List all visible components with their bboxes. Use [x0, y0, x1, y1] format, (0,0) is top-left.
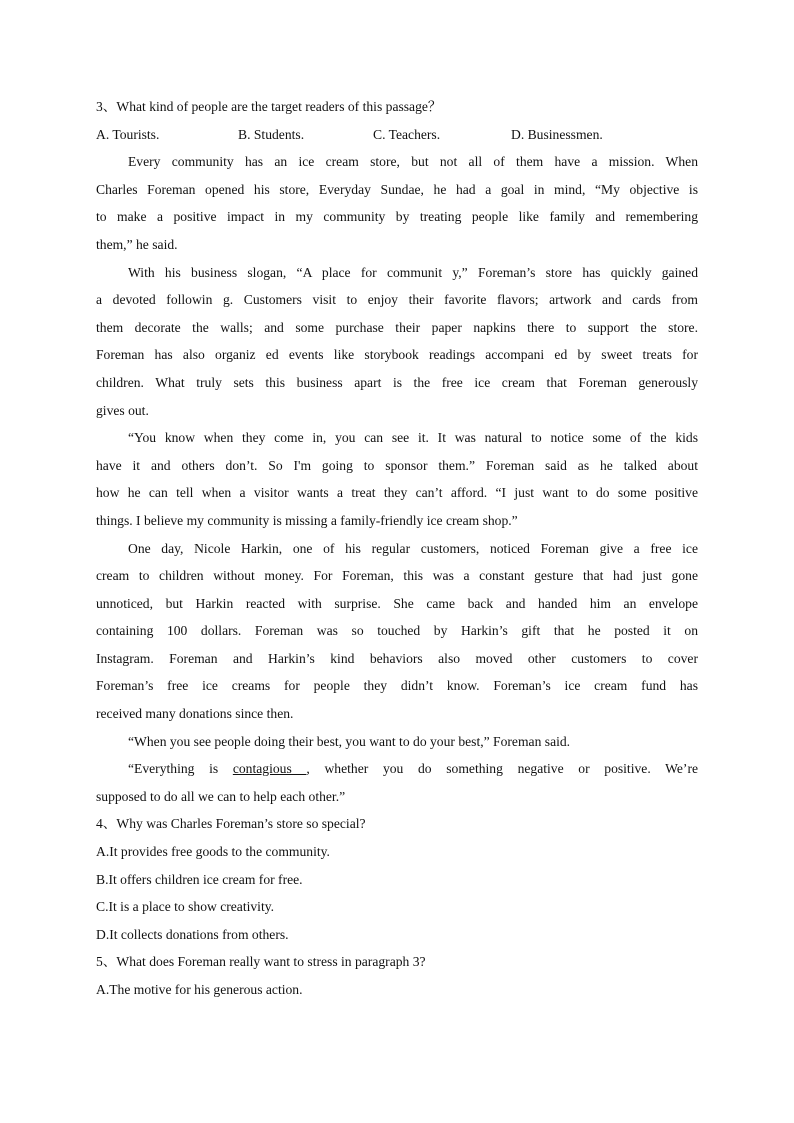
- paragraph-line: Instagram. Foreman and Harkin’s kind behaviors also moved other customers to cover: [96, 650, 698, 666]
- question-3-option-d: D. Businessmen.: [511, 126, 603, 142]
- question-5-stem: 5、What does Foreman really want to stress in paragraph 3?: [96, 954, 426, 970]
- paragraph-line: Charles Foreman opened his store, Everyday Sundae, he had a goal in mind, “My objective is: [96, 181, 698, 197]
- paragraph-line: unnoticed, but Harkin reacted with surprise. She came back and handed him an envelope: [96, 595, 698, 611]
- question-3-option-b: B. Students.: [238, 126, 305, 142]
- paragraph-line: Every community has an ice cream store, but not all of them have a mission. When: [128, 154, 698, 170]
- passage-paragraph-4: [96, 535, 698, 728]
- paragraph-line: how he can tell when a visitor wants a treat they can’t afford. “I just want to do some positive: [96, 485, 698, 501]
- paragraph-line: to make a positive impact in my community by treating people like family and remembering: [96, 209, 698, 225]
- question-3-option-c: C. Teachers.: [373, 126, 441, 142]
- question-4-option-d: D.It collects donations from others.: [96, 926, 289, 942]
- paragraph-line: them decorate the walls; and some purchase their paper napkins there to support the store.: [96, 319, 698, 335]
- paragraph-line: them,” he said.: [96, 236, 178, 252]
- paragraph-line: “When you see people doing their best, you want to do your best,” Foreman said.: [128, 733, 571, 749]
- paragraph-line: Foreman has also organiz ed events like storybook readings accompani ed by sweet treats for: [96, 347, 698, 363]
- paragraph-line: cream to children without money. For Foreman, this was a constant gesture that had just gone: [96, 568, 698, 584]
- paragraph-line: [96, 755, 698, 783]
- paragraph-line: received many donations since then.: [96, 706, 294, 722]
- paragraph-line: containing 100 dollars. Foreman was so touched by Harkin’s gift that he posted it on: [96, 623, 698, 639]
- paragraph-line: gives out.: [96, 402, 149, 418]
- passage-paragraph-1: [96, 148, 698, 258]
- paragraph-line: supposed to do all we can to help each other.”: [96, 788, 346, 804]
- question-4-option-b: B.It offers children ice cream for free.: [96, 871, 303, 887]
- paragraph-line: a devoted followin g. Customers visit to enjoy their favorite flavors; artwork and cards from: [96, 292, 698, 308]
- paragraph-line: One day, Nicole Harkin, one of his regular customers, noticed Foreman give a free ice: [128, 540, 698, 556]
- passage-paragraph-2: [96, 259, 698, 425]
- paragraph-line: have it and others don’t. So I'm going to sponsor them.” Foreman said as he talked about: [96, 457, 698, 473]
- question-4-option-a: A.It provides free goods to the community.: [96, 844, 330, 860]
- question-4-stem: 4、Why was Charles Foreman’s store so special?: [96, 816, 366, 832]
- question-5-option-a: A.The motive for his generous action.: [96, 982, 303, 997]
- paragraph-line: Foreman’s free ice creams for people they didn’t know. Foreman’s ice cream fund has: [96, 678, 698, 694]
- paragraph-text: “Everything is: [128, 761, 233, 777]
- question-4-option-c: C.It is a place to show creativity.: [96, 899, 275, 915]
- paragraph-line: With his business slogan, “A place for communit y,” Foreman’s store has quickly gained: [128, 264, 698, 280]
- question-3-stem: 3、What kind of people are the target readers of this passage？: [96, 99, 442, 114]
- passage-paragraph-5: [96, 728, 698, 756]
- paragraph-line: children. What truly sets this business apart is the free ice cream that Foreman generously: [96, 374, 698, 390]
- question-3-option-a: A. Tourists.: [96, 126, 160, 142]
- paragraph-text: , whether you do something negative or positive. We’re: [306, 761, 698, 777]
- passage-paragraph-6: [96, 755, 698, 810]
- paragraph-line: things. I believe my community is missing a family-friendly ice cream shop.”: [96, 512, 518, 528]
- passage-paragraph-3: [96, 424, 698, 534]
- paragraph-line: “You know when they come in, you can see it. It was natural to notice some of the kids: [128, 430, 698, 446]
- exam-page: [96, 93, 698, 1004]
- underlined-word: contagious: [232, 761, 307, 777]
- question-3-options: [96, 121, 698, 149]
